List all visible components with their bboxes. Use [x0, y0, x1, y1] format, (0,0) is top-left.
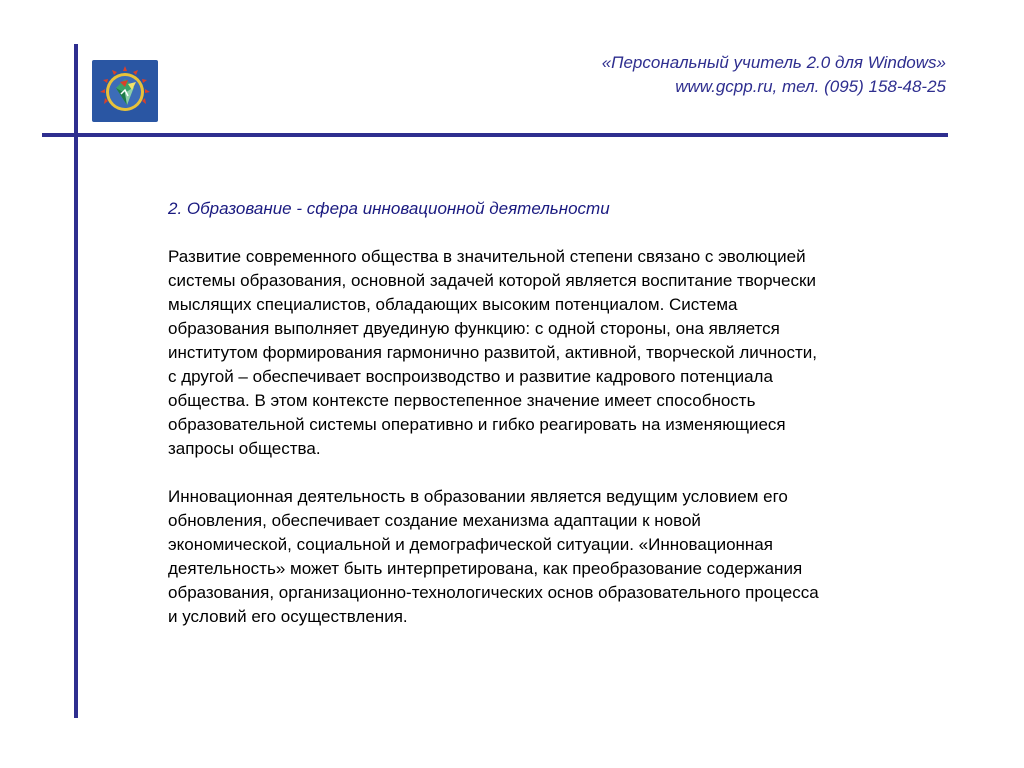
logo-icon — [92, 60, 158, 122]
text-line: запросы общества. — [168, 439, 321, 458]
section-heading: 2. Образование - сфера инновационной деятельности — [168, 199, 610, 218]
text-line: обновления, обеспечивает создание механизма адаптации к новой — [168, 511, 701, 530]
text-line: общества. В этом контексте первостепенное значение имеет способность — [168, 391, 756, 410]
contact-line: www.gcpp.ru, тел. (095) 158-48-25 — [675, 77, 946, 96]
text-line: мыслящих специалистов, обладающих высоким потенциалом. Система — [168, 295, 738, 314]
text-line: с другой – обеспечивает воспроизводство и развитие кадрового потенциала — [168, 367, 773, 386]
header-contact — [602, 51, 946, 99]
text-line: Развитие современного общества в значительной степени связано с эволюцией — [168, 247, 806, 266]
vertical-divider — [74, 44, 78, 718]
text-line: институтом формирования гармонично развитой, активной, творческой личности, — [168, 343, 817, 362]
text-line: образования, организационно-технологических основ образовательного процесса — [168, 583, 819, 602]
paragraph — [168, 245, 948, 461]
paragraph — [168, 485, 948, 629]
text-line: экономической, социальной и демографической ситуации. «Инновационная — [168, 535, 773, 554]
text-line: и условий его осуществления. — [168, 607, 408, 626]
main-content — [168, 197, 948, 653]
text-line: деятельность» может быть интерпретирована, как преобразование содержания — [168, 559, 803, 578]
horizontal-divider — [42, 133, 948, 137]
text-line: образовательной системы оперативно и гибко реагировать на изменяющиеся — [168, 415, 786, 434]
text-line: образования выполняет двуединую функцию: с одной стороны, она является — [168, 319, 780, 338]
text-line: системы образования, основной задачей которой является воспитание творчески — [168, 271, 816, 290]
text-line: Инновационная деятельность в образовании является ведущим условием его — [168, 487, 788, 506]
product-title: «Персональный учитель 2.0 для Windows» — [601, 53, 946, 72]
